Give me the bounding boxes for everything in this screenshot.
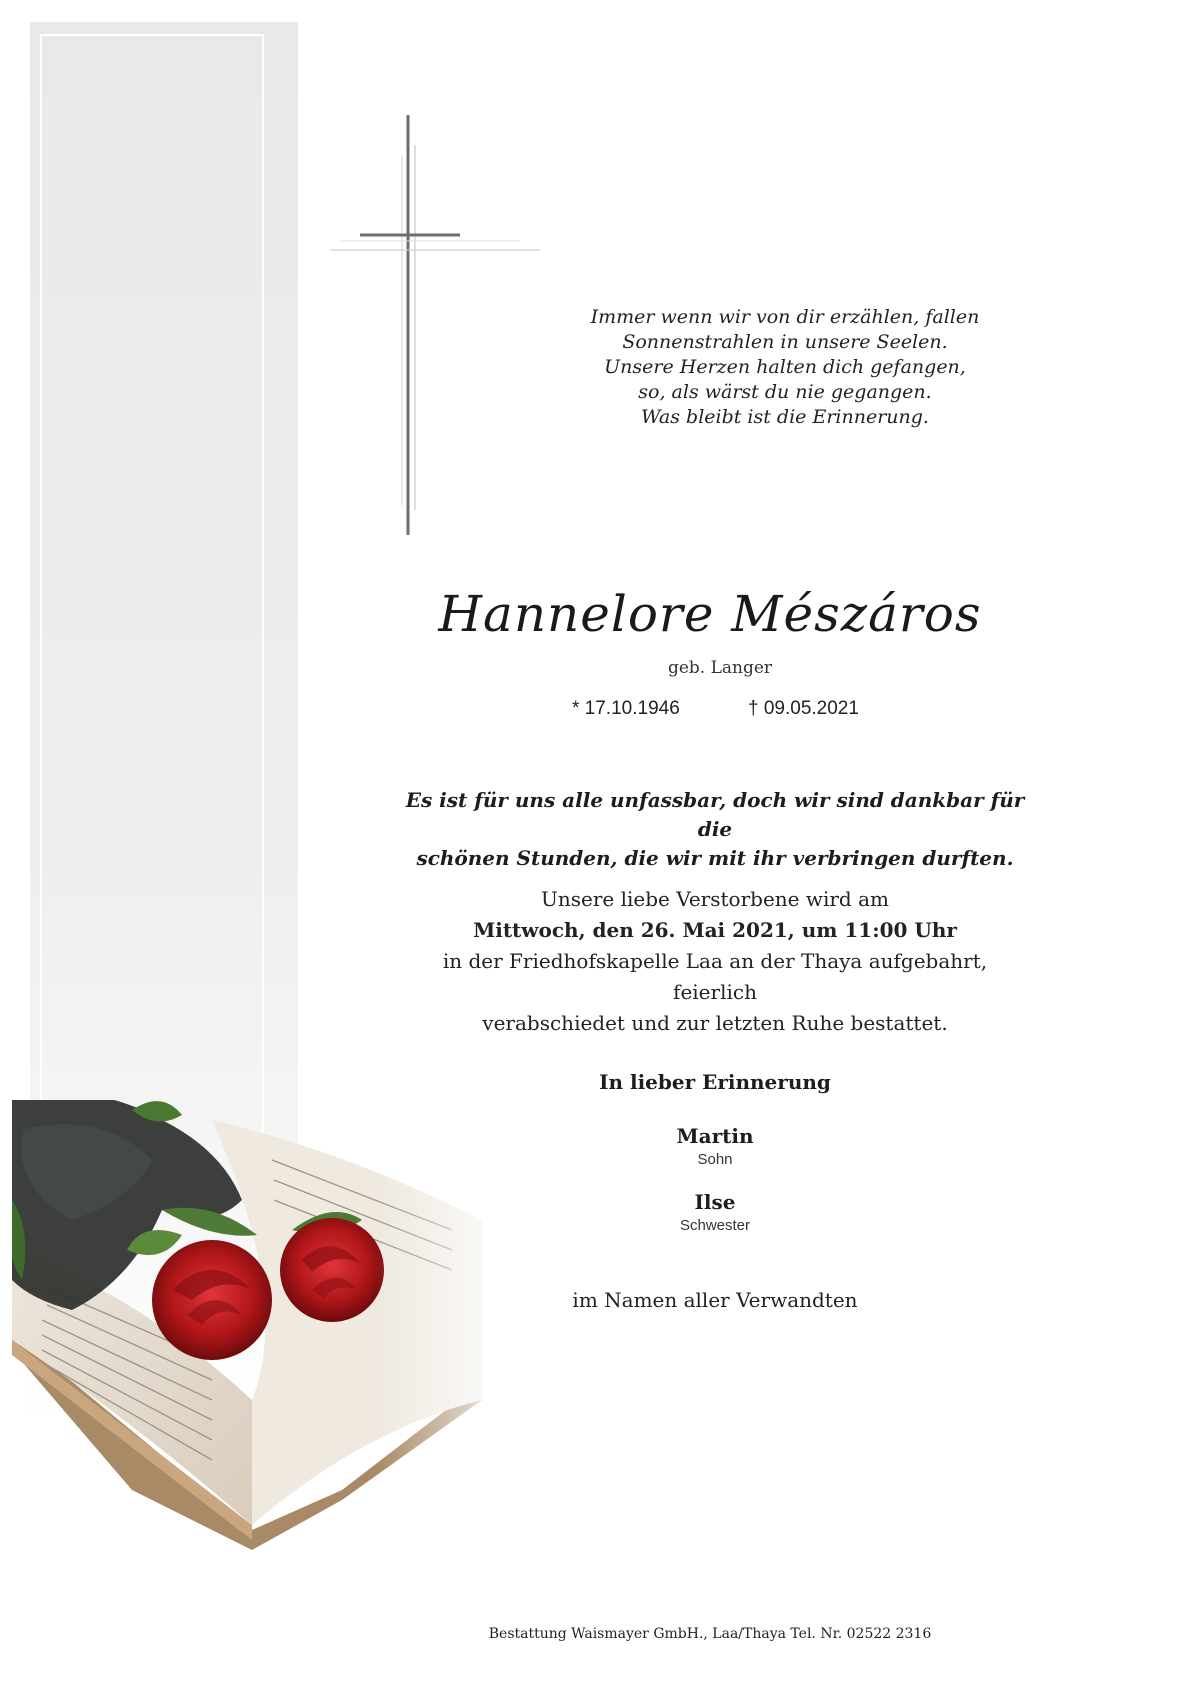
poem-line: Sonnenstrahlen in unsere Seelen. [622, 331, 948, 353]
birth-date: * 17.10.1946 [572, 698, 680, 719]
quote-line: schönen Stunden, die wir mit ihr verbringen durften. [416, 846, 1014, 870]
poem-line: so, als wärst du nie gegangen. [638, 381, 932, 403]
notice-line: in der Friedhofskapelle Laa an der Thaya aufgebahrt, feierlich [442, 949, 988, 1004]
death-date: † 09.05.2021 [748, 698, 859, 719]
mourner-name: Ilse [694, 1190, 736, 1214]
mourner [620, 1190, 810, 1234]
poem-line: Was bleibt ist die Erinnerung. [641, 406, 929, 428]
quote-line: Es ist für uns alle unfassbar, doch wir sind dankbar für die [405, 788, 1025, 841]
deceased-name: Hannelore Mészáros [438, 585, 982, 643]
poem [560, 305, 1010, 430]
quote [400, 786, 1030, 873]
family-line: im Namen aller Verwandten [572, 1288, 858, 1312]
cross-icon [330, 115, 550, 535]
poem-line: Unsere Herzen halten dich gefangen, [604, 356, 966, 378]
roses-on-book-image [12, 1100, 532, 1570]
funeral-notice [400, 884, 1030, 1039]
poem-line: Immer wenn wir von dir erzählen, fallen [590, 306, 980, 328]
mourner-relation: Sohn [697, 1151, 733, 1168]
notice-line: Unsere liebe Verstorbene wird am [541, 887, 889, 911]
mourner [620, 1124, 810, 1168]
mourner-name: Martin [676, 1124, 754, 1148]
mourner-relation: Schwester [679, 1217, 751, 1234]
funeral-date: Mittwoch, den 26. Mai 2021, um 11:00 Uhr [473, 918, 957, 942]
birth-name: geb. Langer [667, 658, 773, 678]
footer-funeral-home: Bestattung Waismayer GmbH., Laa/Thaya Tel. Nr. 02522 2316 [488, 1626, 932, 1642]
notice-line: verabschiedet und zur letzten Ruhe bestattet. [482, 1011, 948, 1035]
mourners-heading: In lieber Erinnerung [599, 1070, 831, 1094]
